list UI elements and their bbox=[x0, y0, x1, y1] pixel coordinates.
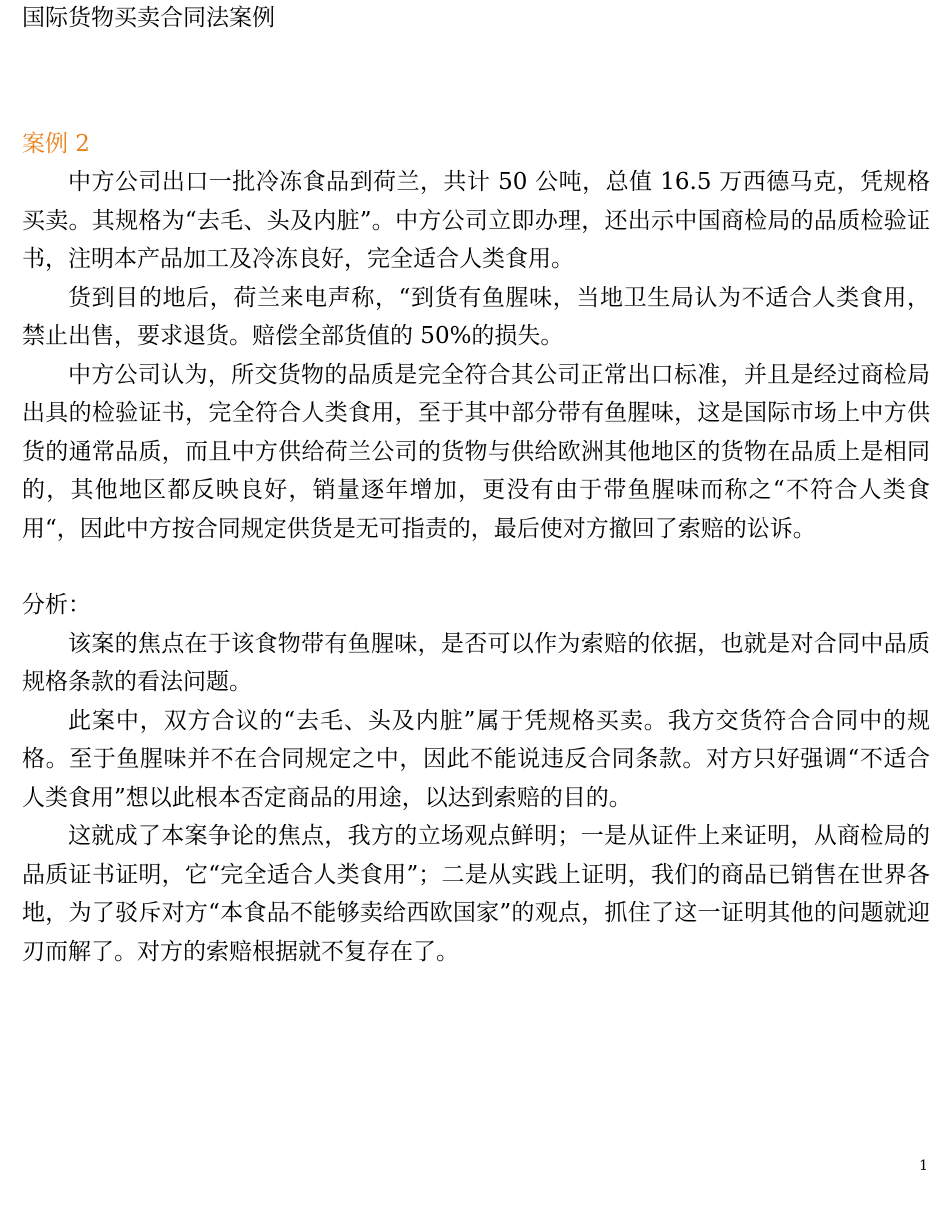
case-paragraph-3: 中方公司认为，所交货物的品质是完全符合其公司正常出口标准，并且是经过商检局出具的检验证书，完全符合人类食用，至于其中部分带有鱼腥味，这是国际市场上中方供货的通常品质，而且中方供给荷兰公司的货物与供给欧洲其他地区的货物在品质上是相同的，其他地区都反映良好，销量逐年增加，更没有由于带鱼腥味而称之“不符合人类食用“，因此中方按合同规定供货是无可指责的，最后使对方撤回了索赔的讼诉。 bbox=[22, 361, 930, 542]
case-paragraph-1: 中方公司出口一批冷冻食品到荷兰，共计 50 公吨，总值 16.5 万西德马克，凭规格买卖。其规格为“去毛、头及内脏”。中方公司立即办理，还出示中国商检局的品质检验证书，注明本产品加工及冷冻良好，完全适合人类食用。 bbox=[22, 169, 930, 272]
analysis-paragraph-3: 这就成了本案争论的焦点，我方的立场观点鲜明；一是从证件上来证明，从商检局的品质证书证明，它“完全适合人类食用”；二是从实践上证明，我们的商品已销售在世界各地，为了驳斥对方“本食品不能够卖给西欧国家”的观点，抓住了这一证明其他的问题就迎刃而解了。对方的索赔根据就不复存在了。 bbox=[22, 823, 930, 965]
case-title: 案例 2 bbox=[22, 131, 90, 157]
analysis-label: 分析： bbox=[22, 592, 91, 618]
analysis-paragraph-1: 该案的焦点在于该食物带有鱼腥味，是否可以作为索赔的依据，也就是对合同中品质规格条款的看法问题。 bbox=[22, 630, 930, 695]
analysis-paragraph-2: 此案中，双方合议的“去毛、头及内脏”属于凭规格买卖。我方交货符合合同中的规格。至于鱼腥味并不在合同规定之中，因此不能说违反合同条款。对方只好强调“不适合人类食用”想以此根本否定商品的用途，以达到索赔的目的。 bbox=[22, 707, 930, 811]
section-spacer bbox=[22, 548, 930, 586]
page-header-title: 国际货物买卖合同法案例 bbox=[22, 5, 275, 31]
case-paragraph-2: 货到目的地后，荷兰来电声称，“到货有鱼腥味，当地卫生局认为不适合人类食用，禁止出售，要求退货。赔偿全部货值的 50%的损失。 bbox=[22, 284, 930, 349]
page-number: 1 bbox=[919, 1158, 928, 1174]
document-body bbox=[22, 125, 930, 971]
